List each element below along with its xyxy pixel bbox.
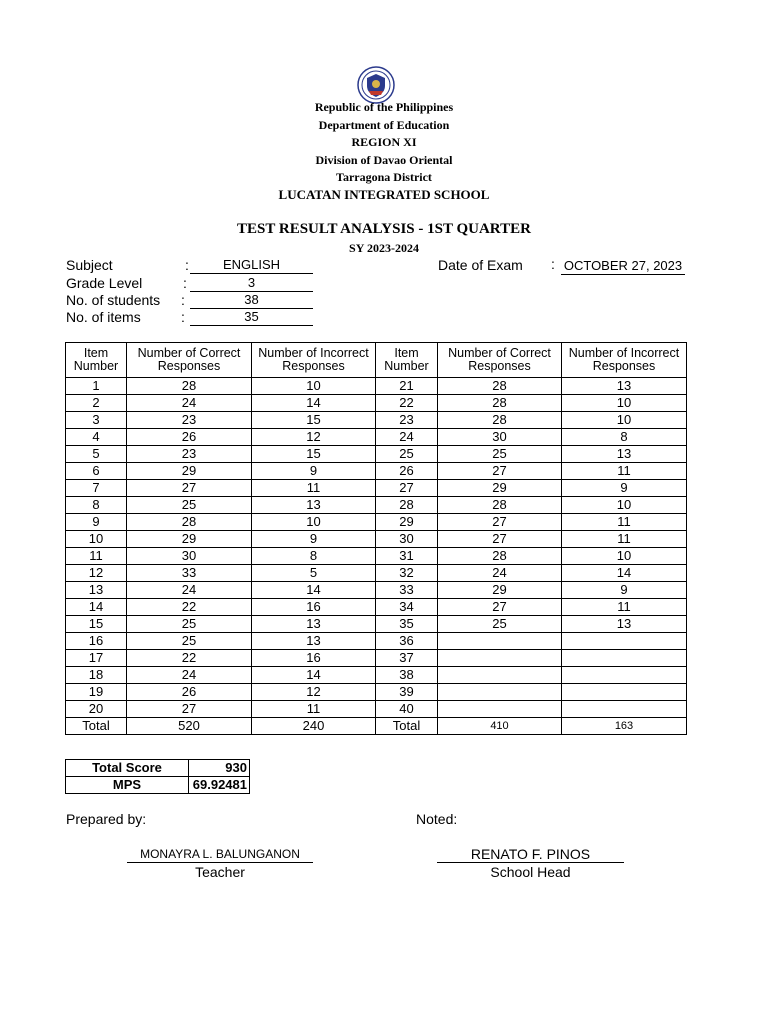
header-line-division: Division of Davao Oriental [315, 153, 453, 167]
teacher-role: Teacher [195, 864, 245, 880]
cell-correct-count: 26 [127, 429, 252, 446]
cell-item-number: 6 [66, 463, 127, 480]
cell-item-number: 12 [66, 565, 127, 582]
cell-incorrect-count: 11 [562, 599, 687, 616]
cell-correct-count [438, 633, 562, 650]
cell-incorrect-count [562, 701, 687, 718]
total-row [66, 718, 687, 735]
cell-incorrect-count: 10 [562, 548, 687, 565]
cell-item-number: 20 [66, 701, 127, 718]
cell-item-number: 5 [66, 446, 127, 463]
cell-item-number: 16 [66, 633, 127, 650]
cell-incorrect-count: 15 [252, 446, 376, 463]
cell-item-number: 4 [66, 429, 127, 446]
table-row [66, 514, 687, 531]
total-label: Total [66, 718, 127, 735]
cell-incorrect-count: 10 [252, 514, 376, 531]
table-row [66, 565, 687, 582]
cell-item-number: 28 [376, 497, 438, 514]
cell-incorrect-count: 14 [252, 582, 376, 599]
cell-correct-count: 25 [127, 497, 252, 514]
mps-label: MPS [66, 777, 189, 794]
subject-colon: : [185, 257, 189, 273]
cell-correct-count: 24 [438, 565, 562, 582]
items-value: 35 [190, 309, 313, 326]
cell-item-number: 26 [376, 463, 438, 480]
cell-correct-count: 25 [127, 633, 252, 650]
table-row [66, 446, 687, 463]
cell-correct-count: 33 [127, 565, 252, 582]
document-title: TEST RESULT ANALYSIS - 1ST QUARTER [237, 221, 531, 237]
total-label: Total [376, 718, 438, 735]
cell-incorrect-count: 8 [252, 548, 376, 565]
cell-incorrect-count: 10 [562, 412, 687, 429]
cell-item-number: 34 [376, 599, 438, 616]
cell-incorrect-count: 11 [562, 463, 687, 480]
noted-label: Noted: [416, 811, 458, 827]
header-correct: Number of Correct Responses [438, 343, 562, 378]
cell-correct-count: 24 [127, 395, 252, 412]
school-head-role: School Head [490, 864, 571, 880]
cell-item-number: 2 [66, 395, 127, 412]
cell-incorrect-count: 10 [562, 497, 687, 514]
cell-incorrect-count: 16 [252, 599, 376, 616]
cell-incorrect-count: 15 [252, 412, 376, 429]
total-correct: 410 [438, 718, 562, 735]
cell-incorrect-count: 11 [562, 531, 687, 548]
cell-correct-count: 28 [438, 412, 562, 429]
table-row [66, 599, 687, 616]
header-line-school: LUCATAN INTEGRATED SCHOOL [278, 187, 490, 202]
cell-item-number: 31 [376, 548, 438, 565]
grade-label: Grade Level [66, 275, 143, 291]
items-label: No. of items [66, 309, 141, 325]
cell-correct-count: 27 [438, 599, 562, 616]
total-score-row [66, 760, 250, 777]
cell-item-number: 24 [376, 429, 438, 446]
cell-item-number: 19 [66, 684, 127, 701]
cell-item-number: 21 [376, 378, 438, 395]
cell-incorrect-count: 11 [252, 480, 376, 497]
prepared-by-label: Prepared by: [66, 811, 147, 827]
cell-correct-count [438, 701, 562, 718]
teacher-name: MONAYRA L. BALUNGANON [127, 846, 313, 863]
cell-item-number: 30 [376, 531, 438, 548]
school-year: SY 2023-2024 [349, 241, 419, 255]
cell-incorrect-count: 16 [252, 650, 376, 667]
cell-item-number: 3 [66, 412, 127, 429]
students-label: No. of students [66, 292, 161, 308]
header-line-district: Tarragona District [336, 170, 432, 184]
cell-correct-count: 26 [127, 684, 252, 701]
cell-correct-count: 22 [127, 650, 252, 667]
table-row [66, 480, 687, 497]
cell-incorrect-count: 13 [562, 616, 687, 633]
cell-item-number: 22 [376, 395, 438, 412]
cell-incorrect-count: 8 [562, 429, 687, 446]
cell-correct-count: 24 [127, 667, 252, 684]
cell-correct-count: 24 [127, 582, 252, 599]
cell-incorrect-count: 12 [252, 429, 376, 446]
table-row [66, 684, 687, 701]
cell-correct-count: 25 [127, 616, 252, 633]
grade-colon: : [183, 275, 187, 291]
items-colon: : [181, 309, 185, 325]
cell-correct-count: 28 [438, 497, 562, 514]
total-score-value: 930 [189, 760, 250, 777]
mps-row [66, 777, 250, 794]
cell-item-number: 15 [66, 616, 127, 633]
cell-item-number: 40 [376, 701, 438, 718]
total-incorrect: 163 [562, 718, 687, 735]
cell-correct-count: 28 [127, 514, 252, 531]
cell-item-number: 10 [66, 531, 127, 548]
table-row [66, 667, 687, 684]
grade-value: 3 [190, 275, 313, 292]
cell-incorrect-count [562, 633, 687, 650]
cell-incorrect-count [562, 667, 687, 684]
students-value: 38 [190, 292, 313, 309]
deped-seal-logo [357, 66, 395, 104]
cell-correct-count: 29 [438, 480, 562, 497]
mps-value: 69.92481 [189, 777, 250, 794]
header-line-region: REGION XI [351, 135, 417, 149]
cell-item-number: 29 [376, 514, 438, 531]
cell-item-number: 32 [376, 565, 438, 582]
cell-correct-count [438, 684, 562, 701]
cell-correct-count: 30 [438, 429, 562, 446]
cell-correct-count: 27 [438, 463, 562, 480]
table-row [66, 531, 687, 548]
cell-correct-count: 28 [127, 378, 252, 395]
table-row [66, 701, 687, 718]
cell-item-number: 35 [376, 616, 438, 633]
total-correct: 520 [127, 718, 252, 735]
cell-correct-count: 27 [127, 701, 252, 718]
cell-incorrect-count: 11 [562, 514, 687, 531]
cell-incorrect-count: 13 [252, 616, 376, 633]
cell-incorrect-count: 14 [562, 565, 687, 582]
cell-item-number: 38 [376, 667, 438, 684]
table-row [66, 412, 687, 429]
cell-correct-count: 28 [438, 548, 562, 565]
cell-correct-count: 27 [127, 480, 252, 497]
cell-correct-count [438, 667, 562, 684]
date-value: OCTOBER 27, 2023 [561, 258, 685, 275]
cell-item-number: 7 [66, 480, 127, 497]
cell-item-number: 27 [376, 480, 438, 497]
cell-correct-count: 30 [127, 548, 252, 565]
cell-incorrect-count: 14 [252, 395, 376, 412]
cell-incorrect-count: 10 [252, 378, 376, 395]
cell-correct-count [438, 650, 562, 667]
cell-incorrect-count: 10 [562, 395, 687, 412]
cell-correct-count: 29 [127, 531, 252, 548]
cell-item-number: 36 [376, 633, 438, 650]
table-header-row [66, 343, 687, 378]
table-row [66, 633, 687, 650]
cell-correct-count: 25 [438, 446, 562, 463]
cell-incorrect-count: 13 [252, 633, 376, 650]
cell-item-number: 18 [66, 667, 127, 684]
test-results-table [65, 342, 687, 735]
cell-incorrect-count: 9 [562, 480, 687, 497]
cell-correct-count: 27 [438, 514, 562, 531]
cell-incorrect-count: 12 [252, 684, 376, 701]
cell-correct-count: 28 [438, 395, 562, 412]
cell-item-number: 13 [66, 582, 127, 599]
cell-incorrect-count: 13 [252, 497, 376, 514]
header-line-republic: Republic of the Philippines [314, 100, 454, 114]
cell-correct-count: 27 [438, 531, 562, 548]
subject-label: Subject [66, 257, 113, 273]
date-label: Date of Exam [438, 257, 523, 273]
cell-item-number: 37 [376, 650, 438, 667]
cell-item-number: 14 [66, 599, 127, 616]
date-colon: : [551, 256, 555, 272]
subject-value: ENGLISH [190, 257, 313, 274]
table-row [66, 395, 687, 412]
cell-incorrect-count [562, 650, 687, 667]
cell-correct-count: 23 [127, 446, 252, 463]
cell-incorrect-count: 13 [562, 446, 687, 463]
cell-correct-count: 29 [438, 582, 562, 599]
cell-correct-count: 29 [127, 463, 252, 480]
table-row [66, 650, 687, 667]
school-head-name: RENATO F. PINOS [437, 846, 624, 863]
table-row [66, 429, 687, 446]
header-incorrect: Number of Incorrect Responses [252, 343, 376, 378]
cell-item-number: 39 [376, 684, 438, 701]
table-row [66, 616, 687, 633]
cell-incorrect-count: 14 [252, 667, 376, 684]
cell-incorrect-count: 9 [252, 463, 376, 480]
cell-item-number: 11 [66, 548, 127, 565]
total-incorrect: 240 [252, 718, 376, 735]
header-item-number: Item Number [376, 343, 438, 378]
total-score-label: Total Score [66, 760, 189, 777]
cell-item-number: 23 [376, 412, 438, 429]
table-row [66, 497, 687, 514]
cell-item-number: 33 [376, 582, 438, 599]
cell-incorrect-count: 9 [562, 582, 687, 599]
score-summary-table [65, 759, 250, 794]
header-correct: Number of Correct Responses [127, 343, 252, 378]
cell-incorrect-count: 11 [252, 701, 376, 718]
cell-incorrect-count: 13 [562, 378, 687, 395]
cell-incorrect-count [562, 684, 687, 701]
students-colon: : [181, 292, 185, 308]
table-row [66, 463, 687, 480]
table-row [66, 582, 687, 599]
header-incorrect: Number of Incorrect Responses [562, 343, 687, 378]
table-row [66, 548, 687, 565]
cell-incorrect-count: 9 [252, 531, 376, 548]
table-row [66, 378, 687, 395]
cell-item-number: 9 [66, 514, 127, 531]
cell-item-number: 25 [376, 446, 438, 463]
cell-incorrect-count: 5 [252, 565, 376, 582]
cell-correct-count: 25 [438, 616, 562, 633]
cell-correct-count: 28 [438, 378, 562, 395]
header-line-department: Department of Education [318, 118, 450, 132]
cell-correct-count: 23 [127, 412, 252, 429]
cell-item-number: 1 [66, 378, 127, 395]
cell-item-number: 8 [66, 497, 127, 514]
cell-item-number: 17 [66, 650, 127, 667]
cell-correct-count: 22 [127, 599, 252, 616]
header-item-number: Item Number [66, 343, 127, 378]
